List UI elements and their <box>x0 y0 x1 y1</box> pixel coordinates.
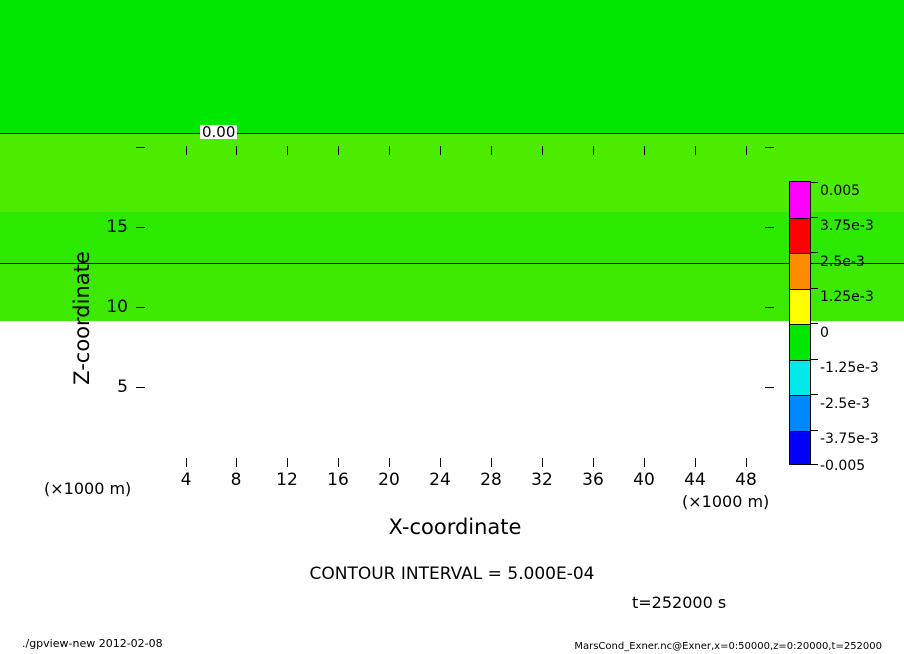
x-tick-label: 36 <box>582 470 604 490</box>
colorbar-separator <box>790 218 810 219</box>
colorbar <box>789 181 811 465</box>
x-tick-top <box>287 146 288 155</box>
y-tick-label: 15 <box>106 217 128 237</box>
colorbar-label: -2.5e-3 <box>820 396 870 412</box>
x-tick-label: 40 <box>633 470 655 490</box>
x-tick-bottom <box>186 458 187 467</box>
y-tick-label: 5 <box>117 377 128 397</box>
x-tick-label: 32 <box>531 470 553 490</box>
x-tick-label: 20 <box>378 470 400 490</box>
colorbar-label: -0.005 <box>820 458 866 474</box>
colorbar-cell-orange <box>790 253 810 289</box>
colorbar-cell-lightblue <box>790 395 810 431</box>
x-tick-label: 48 <box>735 470 757 490</box>
x-tick-label: 12 <box>276 470 298 490</box>
x-axis-title: X-coordinate <box>388 515 522 539</box>
x-tick-top <box>440 146 441 155</box>
x-tick-label: 44 <box>684 470 706 490</box>
colorbar-label: 0 <box>820 325 829 341</box>
contour-interval-note: CONTOUR INTERVAL = 5.000E-04 <box>309 564 595 584</box>
x-tick-label: 16 <box>327 470 349 490</box>
colorbar-tick <box>811 359 818 360</box>
x-tick-bottom <box>338 458 339 467</box>
colorbar-tick <box>811 464 818 465</box>
x-tick-top <box>593 146 594 155</box>
colorbar-tick <box>811 394 818 395</box>
y-tick-right <box>765 147 774 148</box>
colorbar-cell-cyan <box>790 360 810 396</box>
x-tick-label: 28 <box>480 470 502 490</box>
x-tick-bottom <box>287 458 288 467</box>
colorbar-cell-green <box>790 324 810 360</box>
x-tick-top <box>491 146 492 155</box>
y-tick-right <box>765 307 774 308</box>
x-tick-top <box>746 146 747 155</box>
colorbar-separator <box>790 324 810 325</box>
colorbar-tick <box>811 288 818 289</box>
colorbar-cell-magenta <box>790 182 810 218</box>
colorbar-label: 3.75e-3 <box>820 218 874 234</box>
x-tick-top <box>542 146 543 155</box>
x-tick-bottom <box>236 458 237 467</box>
x-tick-top <box>186 146 187 155</box>
contour-line-second <box>0 263 638 264</box>
colorbar-cell-red <box>790 218 810 254</box>
y-tick-left <box>136 387 145 388</box>
x-tick-bottom <box>644 458 645 467</box>
x-tick-top <box>236 146 237 155</box>
x-tick-bottom <box>440 458 441 467</box>
y-tick-right <box>765 227 774 228</box>
contour-band-mid <box>0 133 638 212</box>
colorbar-separator <box>790 431 810 432</box>
x-tick-top <box>695 146 696 155</box>
colorbar-label: -1.25e-3 <box>820 360 879 376</box>
x-tick-bottom <box>542 458 543 467</box>
colorbar-separator <box>790 289 810 290</box>
plot-area <box>0 0 638 321</box>
colorbar-cell-yellow <box>790 289 810 325</box>
colorbar-tick <box>811 252 818 253</box>
y-axis-title: Z-coordinate <box>70 251 94 385</box>
colorbar-label: 0.005 <box>820 183 861 199</box>
x-tick-label: 8 <box>230 470 242 490</box>
x-tick-bottom <box>593 458 594 467</box>
colorbar-cell-blue <box>790 431 810 466</box>
colorbar-separator <box>790 395 810 396</box>
y-tick-left <box>136 307 145 308</box>
x-tick-top <box>338 146 339 155</box>
footer-left-note: ./gpview-new 2012-02-08 <box>22 637 163 650</box>
colorbar-label: 2.5e-3 <box>820 254 865 270</box>
x-tick-top <box>644 146 645 155</box>
x-tick-bottom <box>389 458 390 467</box>
contour-band-upper <box>0 0 638 133</box>
x-tick-bottom <box>695 458 696 467</box>
y-tick-left <box>136 147 145 148</box>
contour-line-label: 0.00 <box>202 123 236 141</box>
x-tick-bottom <box>491 458 492 467</box>
x-tick-bottom <box>746 458 747 467</box>
colorbar-tick <box>811 182 818 183</box>
y-tick-left <box>136 227 145 228</box>
x-unit-left-label: (×1000 m) <box>44 479 132 498</box>
colorbar-label: -3.75e-3 <box>820 431 879 447</box>
colorbar-tick <box>811 217 818 218</box>
x-tick-label: 4 <box>180 470 192 490</box>
y-tick-right <box>765 387 774 388</box>
contour-line-zero <box>0 133 638 134</box>
x-tick-top <box>389 146 390 155</box>
colorbar-tick <box>811 430 818 431</box>
y-tick-label: 10 <box>106 297 128 317</box>
colorbar-separator <box>790 253 810 254</box>
x-unit-right-label: (×1000 m) <box>682 492 770 511</box>
colorbar-separator <box>790 360 810 361</box>
colorbar-label: 1.25e-3 <box>820 289 874 305</box>
footer-right-note: MarsCond_Exner.nc@Exner,x=0:50000,z=0:20000,t=252000 <box>574 641 882 652</box>
colorbar-tick <box>811 323 818 324</box>
time-annotation: t=252000 s <box>632 593 727 612</box>
x-tick-label: 24 <box>429 470 451 490</box>
